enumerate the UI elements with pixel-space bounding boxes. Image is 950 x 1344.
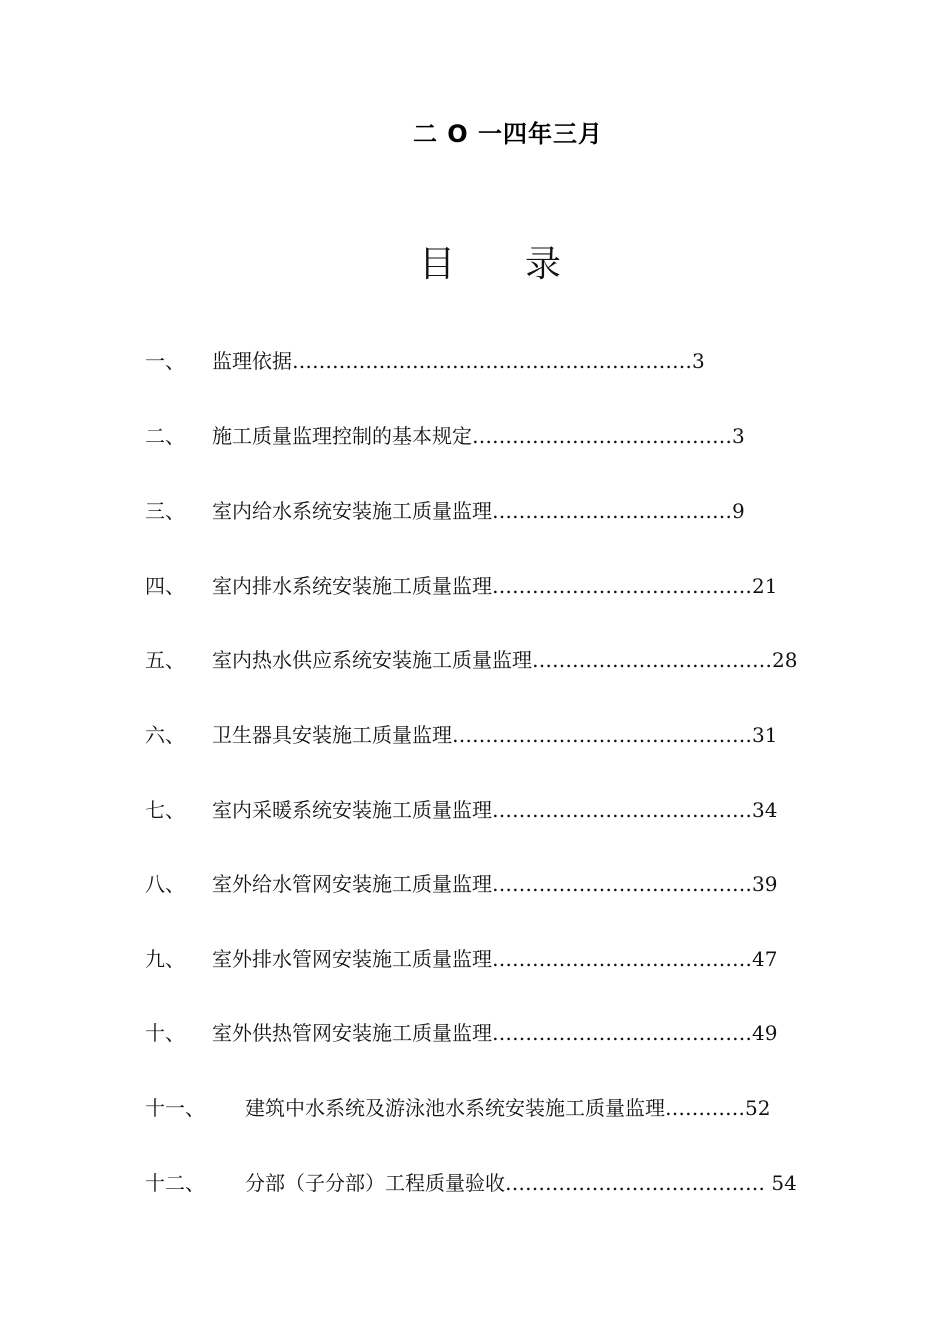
toc-entry-title: 室内采暖系统安装施工质量监理: [212, 798, 492, 822]
toc-entry-page: 3: [732, 424, 745, 448]
toc-entry-text: [212, 721, 777, 749]
document-date: 二 O 一四年三月: [412, 120, 604, 148]
toc-entry-title: 卫生器具安装施工质量监理: [212, 723, 452, 747]
toc-entry-number: 九、: [145, 947, 185, 971]
toc-entry-text: [212, 1019, 777, 1047]
toc-entry-number: 四、: [145, 574, 185, 598]
toc-entry-title: 监理依据: [212, 349, 292, 373]
toc-entry-title: 室内排水系统安装施工质量监理: [212, 574, 492, 598]
toc-entry-text: [212, 422, 745, 450]
toc-entry-page: 31: [752, 723, 778, 747]
toc-entry-title: 室外排水管网安装施工质量监理: [212, 947, 492, 971]
toc-entry-text: [245, 1169, 797, 1197]
toc-entry-number: 十一、: [145, 1096, 205, 1120]
toc-entry-text: [212, 497, 745, 525]
toc-entry-page: 34: [752, 798, 778, 822]
toc-entry-number: 二、: [145, 424, 185, 448]
toc-heading-left: 目: [418, 244, 455, 285]
toc-entry-number: 十、: [145, 1021, 185, 1045]
toc-entry-number: 六、: [145, 723, 185, 747]
toc-entry-page: 49: [752, 1021, 778, 1045]
toc-entry-title: 建筑中水系统及游泳池水系统安装施工质量监理: [245, 1096, 665, 1120]
toc-heading-right: 录: [525, 244, 562, 285]
toc-heading: [0, 236, 950, 287]
toc-entry-title: 室内给水系统安装施工质量监理: [212, 499, 492, 523]
toc-entry-page: 3: [692, 349, 705, 373]
toc-entry-leader: …………………………………: [492, 947, 752, 971]
toc-entry-page: 54: [765, 1171, 797, 1195]
toc-entry-text: [212, 945, 777, 973]
toc-entry-text: [245, 1094, 770, 1122]
toc-entry-number: 八、: [145, 872, 185, 896]
toc-entry-text: [212, 646, 797, 674]
toc-entry-page: 39: [752, 872, 778, 896]
toc-entry-title: 室内热水供应系统安装施工质量监理: [212, 648, 532, 672]
toc-entry-title: 分部（子分部）工程质量验收: [245, 1171, 505, 1195]
toc-entry-title: 室外供热管网安装施工质量监理: [212, 1021, 492, 1045]
toc-entry-text: [212, 347, 705, 375]
toc-entry-number: 五、: [145, 648, 185, 672]
toc-entry-leader: …………………………………: [492, 872, 752, 896]
toc-entry-page: 28: [772, 648, 798, 672]
toc-entry-page: 9: [732, 499, 745, 523]
toc-entry-number: 十二、: [145, 1171, 205, 1195]
toc-entry-leader: ………………………………: [492, 499, 732, 523]
toc-entry-text: [212, 572, 777, 600]
toc-entry-text: [212, 796, 777, 824]
toc-entry-leader: …………………………………: [492, 574, 752, 598]
toc-entry-title: 室外给水管网安装施工质量监理: [212, 872, 492, 896]
toc-entry-text: [212, 870, 777, 898]
toc-entry-number: 七、: [145, 798, 185, 822]
toc-entry-page: 52: [745, 1096, 771, 1120]
toc-entry-title: 施工质量监理控制的基本规定: [212, 424, 472, 448]
toc-entry-leader: …………………………………: [492, 798, 752, 822]
toc-entry-page: 47: [752, 947, 778, 971]
toc-entry-leader: …………………………………: [492, 1021, 752, 1045]
toc-entry-leader: ………………………………………: [452, 723, 752, 747]
toc-entry-number: 一、: [145, 349, 185, 373]
toc-entry-leader: …………………………………: [505, 1171, 765, 1195]
toc-entry-leader: …………………………………: [472, 424, 732, 448]
toc-entry-leader: ………………………………: [532, 648, 772, 672]
toc-entry-number: 三、: [145, 499, 185, 523]
toc-entry-leader: ……………………………………………………: [292, 349, 692, 373]
toc-entry-leader: …………: [665, 1096, 745, 1120]
toc-entry-page: 21: [752, 574, 778, 598]
